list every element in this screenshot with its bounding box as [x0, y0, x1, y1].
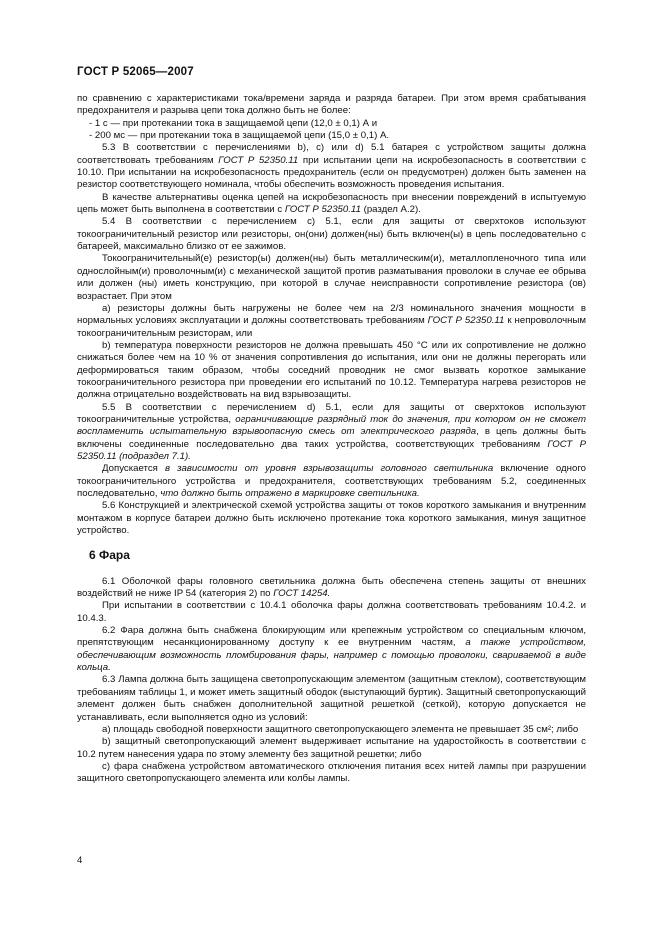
list-item	[77, 724, 586, 736]
text-run: b) защитный светопропускающий элемент выдерживает испытание на ударостойкость в соответствии с 10.2 путем нанесения удара по этому элементу без защитной решетки; либо	[77, 736, 586, 760]
text-run: В качестве альтернативы оценка цепей на искробезопасность при внесении повреждений в испытуемую цепь может быть выполнена в соответствии с	[77, 191, 586, 216]
list-item	[77, 736, 586, 761]
paragraph	[77, 600, 586, 625]
text-run: , в цепь должны быть включены соединенные последовательно два таких устройства, соответствующих требованиям	[77, 426, 586, 450]
text-run: а) площадь свободной поверхности защитного светопропускающего элемента не превышает 35 см²; либо	[102, 723, 579, 735]
clause-5-6	[77, 500, 586, 537]
text-run: - 200 мс — при протекании тока в защищаемой цепи (15,0 ± 0,1) А.	[89, 130, 390, 142]
text-run: 5.3 В соответствии с перечислениями b), с) или d) 5.1 батарея с устройством защиты должна соответствовать требованиям	[77, 142, 586, 166]
text-run: (раздел А.2).	[360, 204, 421, 216]
paragraph	[77, 253, 586, 302]
italic-run: ГОСТ Р 52350.11	[284, 204, 361, 216]
list-item	[77, 761, 586, 786]
text-run: b) температура поверхности резисторов не должна превышать 450 °С или их сопротивление не должно снижаться более чем на 10 % от значения сопротивления до испытания, или они не должны перегорать или деформироваться таким образом, чтобы соседний проводник не смог вызвать короткое замыкание токоограничительного резистора при проведении его испытаний по 10.12. Температура нагрева резисторов не должна отрицательно воздействовать на вид взрывозащиты.	[77, 339, 586, 401]
italic-run: ГОСТ Р 52350.11	[427, 315, 505, 327]
italic-run: ГОСТ Р 52350.11	[218, 154, 299, 166]
clause-5-4	[77, 216, 586, 253]
text-run: при испытании цепи на искробезопасность в соответствии с 10.10. При испытании на искробезопасность предохранитель (если он предусмотрен) должен быть заменен на резистор соответствующего номинала, чтобы обеспечить возможность проведения испытания.	[77, 154, 586, 191]
text-run: Допускается	[102, 463, 165, 475]
text-run: включение одного токоограничительного устройства и предохранителя, соответствующих требованиям 5.2, соединенных последовательно,	[77, 463, 586, 499]
paragraph	[77, 93, 586, 118]
italic-run: а также устройством, обеспечивающим возможность пломбирования фары, например с помощью проволоки, свариваемой в виде кольца.	[77, 637, 586, 674]
list-item	[77, 118, 586, 130]
text-run: - 1 с — при протекании тока в защищаемой цепи (12,0 ± 0,1) А и	[89, 117, 378, 129]
text-run: к непроволочным токоограничительным резисторам, или	[77, 315, 586, 339]
list-item	[77, 340, 586, 402]
text-run: 6.2 Фара должна быть снабжена блокирующим или крепежным устройством со специальным ключом, препятствующим несанкционированному доступу к ее внутренним частям,	[77, 625, 586, 649]
list-item	[77, 303, 586, 340]
document-header: ГОСТ Р 52065—2007	[77, 66, 194, 78]
paragraph	[77, 192, 586, 217]
clause-6-3	[77, 674, 586, 723]
clause-6-2	[77, 625, 586, 674]
italic-run: ГОСТ 14254.	[273, 588, 331, 600]
text-run: 5.4 В соответствии с перечислением с) 5.1, если для защиты от сверхтоков используют токоограничительный резистор или резисторы, он(они) должен(ны) быть включен(ы) в цепь последовательно с батареей, максимально близко от ее зажимов.	[77, 216, 586, 253]
page-number: 4	[77, 855, 83, 866]
paragraph	[77, 463, 586, 500]
clause-5-5	[77, 402, 586, 464]
list-item	[77, 130, 586, 142]
italic-run: ограничивающие разрядный ток до значения, при котором он не сможет воспламенить испытательную взрывоопасную смесь от электрического разряда	[77, 413, 586, 438]
text-run: Токоограничительный(е) резистор(ы) должен(ны) быть металлическим(и), металлопленочного типа или однослойным(и) проволочным(и) с механической защитой против разматывания проволоки в случае ее обрыва или должен (ны) иметь конструкцию, при которой в случае неисправности сопротивление резистора (ов) возрастает. При этом	[77, 253, 586, 302]
italic-run: что должно быть отражено в маркировке светильника.	[160, 488, 420, 499]
text-run: При испытании в соответствии с 10.4.1 оболочка фары должна соответствовать требованиям 10.4.2. и 10.4.3.	[77, 600, 586, 624]
clause-5-3	[77, 142, 586, 191]
italic-run: в зависимости от уровня взрывозащиты головного светильника	[164, 463, 494, 475]
text-run: 5.5 В соответствии с перечислением d) 5.1, если для защиты от сверхтоков используют токоограничительные устройства,	[77, 401, 586, 425]
section-heading: 6 Фара	[89, 548, 130, 563]
text-run: с) фара снабжена устройством автоматического отключения питания всех нитей лампы при разрушении защитного светопропускающего элемента или колбы лампы.	[77, 760, 586, 785]
text-run: а) резисторы должны быть нагружены не более чем на 2/3 номинального значения мощности в нормальных условиях эксплуатации и должны соответствовать требованиям	[77, 302, 586, 327]
italic-run: ГОСТ Р 52350.11 (подраздел 7.1).	[77, 438, 586, 462]
text-run: 6.1 Оболочкой фары головного светильника должна быть обеспечена степень защиты от внешних воздействий не ниже IP 54 (категория 2) по	[77, 575, 586, 600]
document-body	[77, 93, 586, 786]
text-run: 5.6 Конструкцией и электрической схемой устройства защиты от токов короткого замыкания и внутренним монтажом в корпусе батареи должно быть исключено протекание тока короткого замыкания, минуя защитное устройство.	[77, 500, 586, 537]
clause-6-1	[77, 576, 586, 601]
text-run: 6.3 Лампа должна быть защищена светопропускающим элементом (защитным стеклом), соответствующим требованиям таблицы 1, и может иметь защитный ободок (выступающий буртик). Защитный светопропускающий элемент должен быть снабжен дополнительной защитной решеткой (сеткой), которую допускается не устанавливать, если выполняется одно из условий:	[77, 674, 586, 723]
text-run: по сравнению с характеристиками тока/времени заряда и разряда батареи. При этом время срабатывания предохранителя и разрыва цепи тока должно быть не более:	[77, 93, 586, 117]
